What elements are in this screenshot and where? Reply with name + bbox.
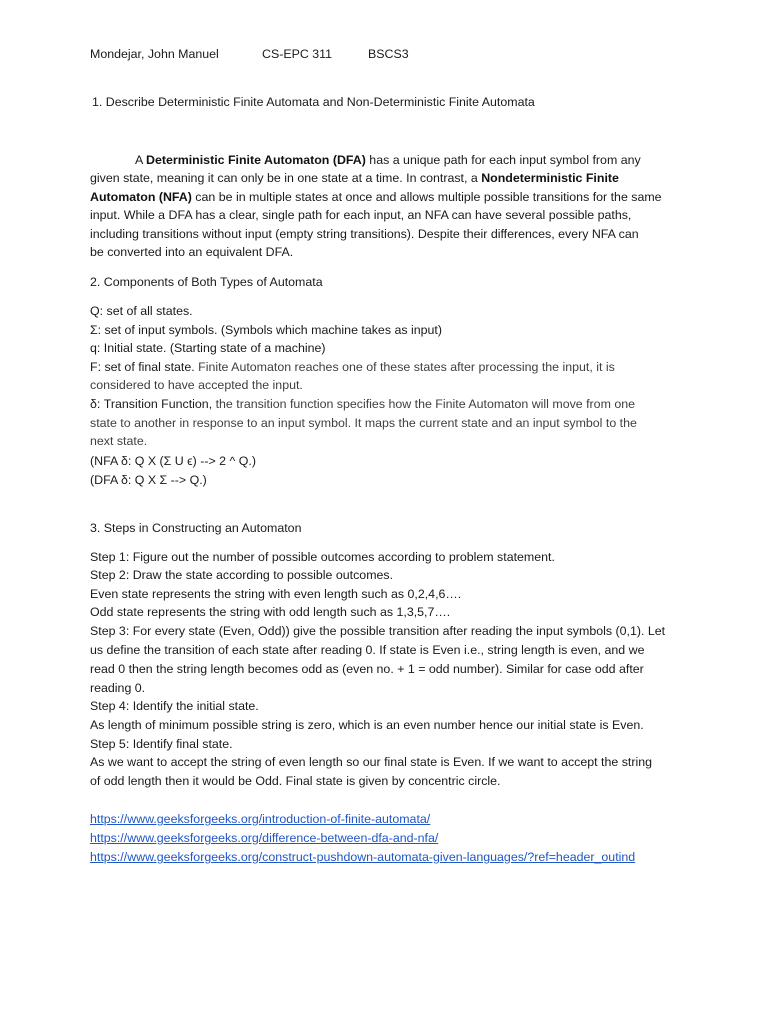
- q3-line: Step 4: Identify the initial state.: [90, 699, 259, 713]
- q1-paragraph-line-3: Automaton (NFA) can be in multiple states at once and allows multiple possible transitions for the same: [90, 190, 662, 204]
- q3-line: Step 5: Identify final state.: [90, 737, 233, 751]
- q1-paragraph-line-4: input. While a DFA has a clear, single path for each input, an NFA can have several possible paths,: [90, 208, 632, 222]
- component-sigma: Σ: set of input symbols. (Symbols which machine takes as input): [90, 323, 442, 337]
- q3-line: of odd length then it would be Odd. Final state is given by concentric circle.: [90, 774, 501, 788]
- component-final-state: F: set of final state. Finite Automaton reaches one of these states after processing the input, it is: [90, 360, 615, 374]
- dfa-transition-formula: (DFA δ: Q X Σ --> Q.): [90, 473, 207, 487]
- nfa-transition-formula: (NFA δ: Q X (Σ U ϵ) --> 2 ^ Q.): [90, 454, 256, 468]
- q3-line: Even state represents the string with even length such as 0,2,4,6….: [90, 587, 462, 601]
- q2-title: 2. Components of Both Types of Automata: [90, 275, 323, 289]
- section: BSCS3: [368, 47, 409, 61]
- component-transition: δ: Transition Function, the transition function specifies how the Finite Automaton will move from one: [90, 397, 636, 411]
- q3-line: Step 3: For every state (Even, Odd)) give the possible transition after reading the input symbols (0,1). Let: [90, 624, 666, 638]
- q1-paragraph-line-5: including transitions without input (empty string transitions). Despite their differences, every NFA can: [90, 227, 639, 241]
- reference-link[interactable]: https://www.geeksforgeeks.org/introduction-of-finite-automata/: [90, 812, 431, 826]
- component-final-state-cont: considered to have accepted the input.: [90, 378, 303, 392]
- component-transition-cont-1: state to another in response to an input symbol. It maps the current state and an input symbol to the: [90, 416, 637, 430]
- q3-line: Odd state represents the string with odd length such as 1,3,5,7….: [90, 605, 451, 619]
- component-initial-state: q: Initial state. (Starting state of a machine): [90, 341, 326, 355]
- q3-line: Step 1: Figure out the number of possible outcomes according to problem statement.: [90, 550, 555, 564]
- reference-link[interactable]: https://www.geeksforgeeks.org/construct-pushdown-automata-given-languages/?ref=header_outind: [90, 850, 636, 864]
- q3-line: Step 2: Draw the state according to possible outcomes.: [90, 568, 394, 582]
- course-code: CS-EPC 311: [262, 47, 333, 61]
- q3-line: reading 0.: [90, 681, 146, 695]
- q3-line: read 0 then the string length becomes odd as (even no. + 1 = odd number). Similar for case odd after: [90, 662, 644, 676]
- q3-line: As we want to accept the string of even length so our final state is Even. If we want to accept the string: [90, 755, 653, 769]
- component-q: Q: set of all states.: [90, 304, 193, 318]
- q1-title: 1. Describe Deterministic Finite Automata and Non-Deterministic Finite Automata: [92, 95, 535, 109]
- q3-line: us define the transition of each state after reading 0. If state is Even i.e., string length is even, and we: [90, 643, 645, 657]
- q1-paragraph-line-1: A Deterministic Finite Automaton (DFA) has a unique path for each input symbol from any: [135, 153, 641, 167]
- q3-title: 3. Steps in Constructing an Automaton: [90, 521, 302, 535]
- component-transition-cont-2: next state.: [90, 434, 148, 448]
- q1-paragraph-line-2: given state, meaning it can only be in one state at a time. In contrast, a Nondeterministic Finite: [90, 171, 619, 185]
- reference-link[interactable]: https://www.geeksforgeeks.org/difference-between-dfa-and-nfa/: [90, 831, 439, 845]
- student-name: Mondejar, John Manuel: [90, 47, 219, 61]
- q3-line: As length of minimum possible string is zero, which is an even number hence our initial state is Even.: [90, 718, 644, 732]
- q1-paragraph-line-6: be converted into an equivalent DFA.: [90, 245, 294, 259]
